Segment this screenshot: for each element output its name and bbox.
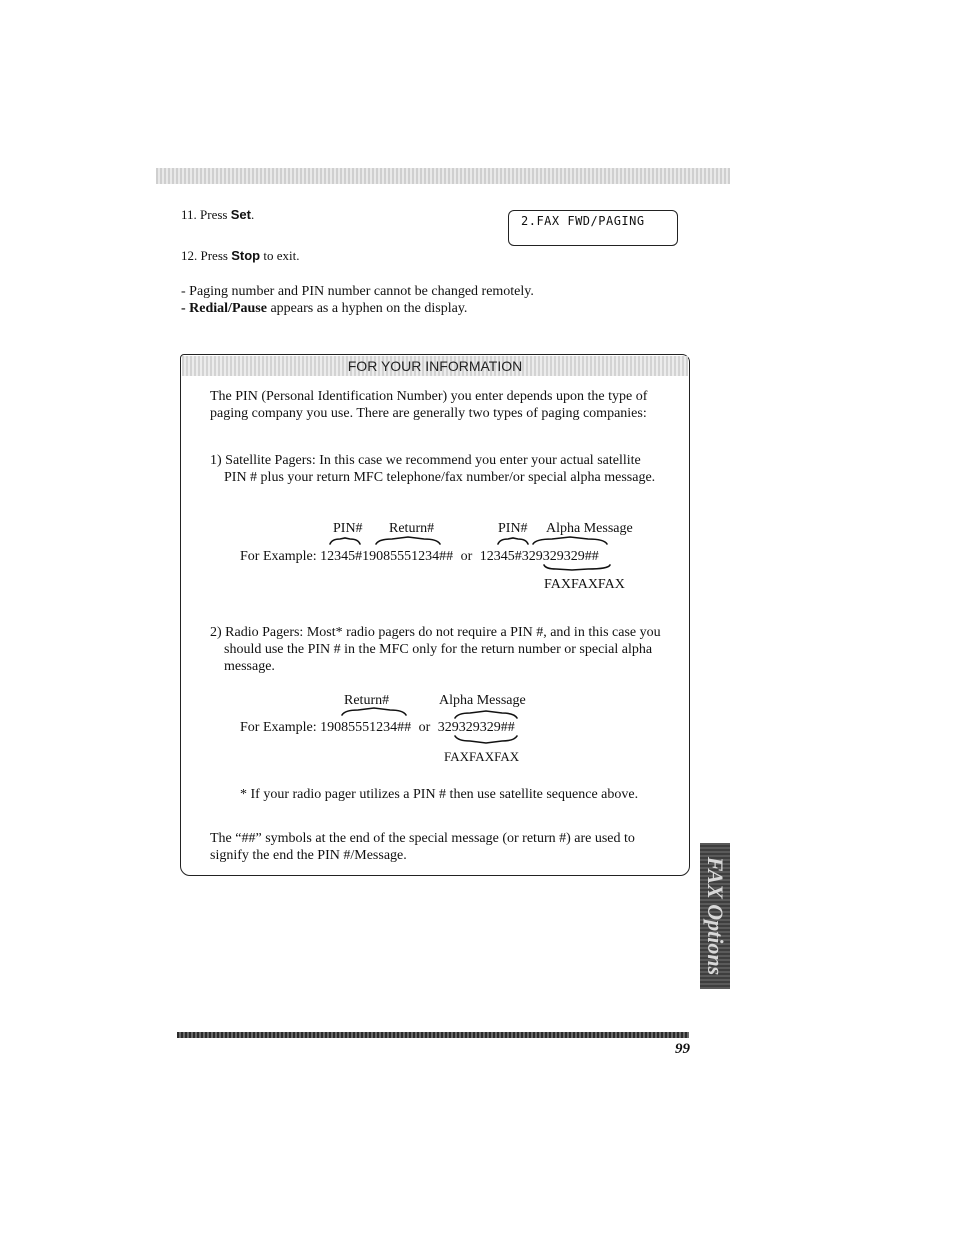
lcd-display: 2.FAX FWD/PAGING xyxy=(508,210,678,246)
step-12: 12. Press Stop to exit. xyxy=(181,248,300,263)
radio-example: For Example: 19085551234## or 329329329## xyxy=(240,720,515,735)
stop-key-label: Stop xyxy=(231,248,261,263)
radio-faxfaxfax: FAXFAXFAX xyxy=(444,749,520,764)
radio-label-alpha: Alpha Message xyxy=(439,693,526,708)
brace-radio-under xyxy=(455,736,517,743)
brace-under-alpha xyxy=(544,565,610,570)
satellite-pagers-text: 1) Satellite Pagers: In this case we recommend you enter your actual satellite PIN # plus your return MFC telephone/fax number/or special alpha message. xyxy=(210,453,656,485)
radio-example-1: 19085551234## xyxy=(320,720,412,735)
brace-radio-return xyxy=(342,708,406,715)
satellite-example-2: 12345#329329329## xyxy=(479,549,599,564)
step-11: 11. Press Set. xyxy=(181,207,255,222)
note-remote-change: - Paging number and PIN number cannot be changed remotely. xyxy=(181,284,534,299)
note-redial-pause: - Redial/Pause appears as a hyphen on the display. xyxy=(181,301,468,316)
brace-pin xyxy=(330,538,360,544)
brace-alpha xyxy=(533,537,607,544)
satellite-example: For Example: 12345#19085551234## or 12345#329329329## xyxy=(240,549,599,564)
satellite-example-1: 12345#19085551234## xyxy=(320,549,454,564)
info-box-title: FOR YOUR INFORMATION xyxy=(347,358,523,374)
radio-label-return: Return# xyxy=(344,693,390,708)
radio-example-2: 329329329## xyxy=(437,720,515,735)
footer-rule xyxy=(177,1032,689,1038)
brace-radio-alpha xyxy=(455,711,517,718)
info-closing: The “##” symbols at the end of the special message (or return #) are used to signify the end the PIN #/Message. xyxy=(210,831,635,863)
info-intro: The PIN (Personal Identification Number) you enter depends upon the type of paging company you use. There are generally two types of paging companies: xyxy=(210,389,648,421)
brace-return xyxy=(376,537,440,544)
label-pin: PIN# xyxy=(333,521,363,536)
page-number: 99 xyxy=(675,1041,690,1057)
label-alpha-message: Alpha Message xyxy=(546,521,633,536)
label-pin-2: PIN# xyxy=(498,521,528,536)
radio-footnote: * If your radio pager utilizes a PIN # then use satellite sequence above. xyxy=(240,787,639,802)
brace-pin-2 xyxy=(498,538,528,544)
label-return: Return# xyxy=(389,521,435,536)
section-side-tab: FAX Options xyxy=(700,843,730,989)
radio-pagers-text: 2) Radio Pagers: Most* radio pagers do not require a PIN #, and in this case you should use the PIN # in the MFC only for the return number or special alpha message. xyxy=(210,625,661,674)
set-key-label: Set xyxy=(230,207,251,222)
satellite-faxfaxfax: FAXFAXFAX xyxy=(544,577,625,592)
